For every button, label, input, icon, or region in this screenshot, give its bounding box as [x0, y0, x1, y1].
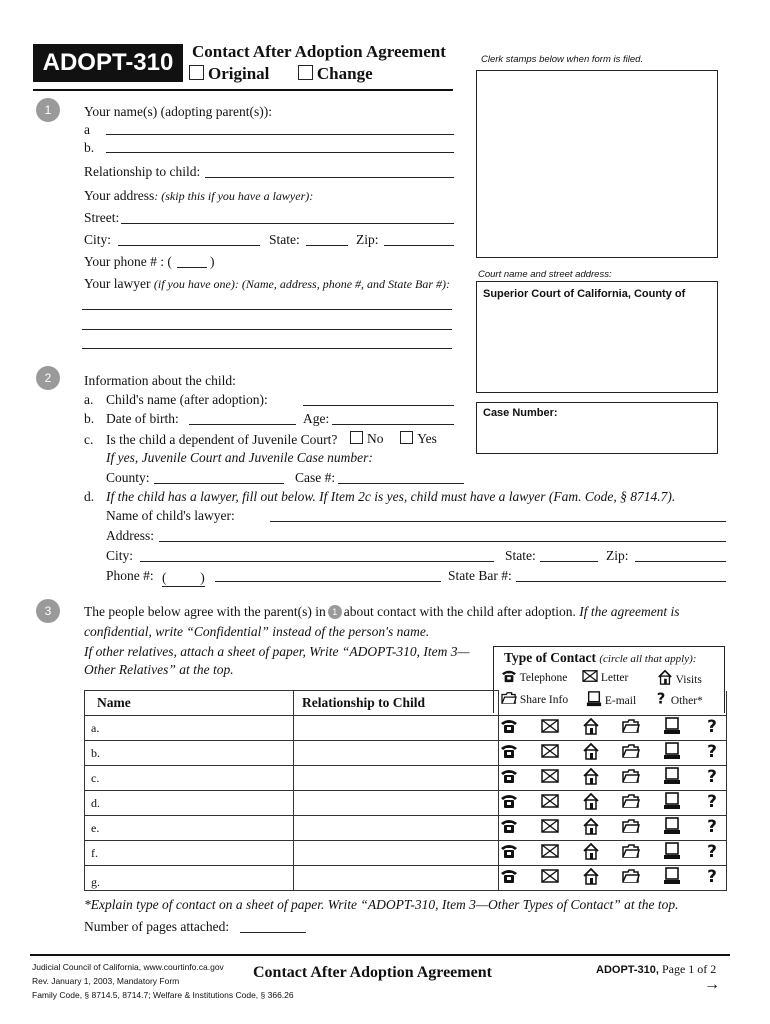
- child-name-field[interactable]: [303, 405, 454, 406]
- folder-icon[interactable]: [622, 818, 640, 834]
- letter-icon[interactable]: [541, 768, 559, 784]
- dependent-yes-checkbox[interactable]: [400, 431, 413, 444]
- dependent-no-checkbox[interactable]: [350, 431, 363, 444]
- child-lawyer-city-label: City:: [106, 548, 134, 563]
- dob-label: Date of birth:: [106, 411, 179, 426]
- address-label-text: Your address: [84, 188, 155, 203]
- juvenile-case-label: Case #:: [295, 470, 336, 485]
- lawyer-line-2[interactable]: [82, 329, 452, 330]
- footer-rule: [30, 954, 730, 956]
- form-title: Contact After Adoption Agreement: [192, 42, 446, 61]
- court-name: Superior Court of California, County of: [483, 288, 686, 300]
- computer-icon[interactable]: [663, 817, 681, 835]
- computer-icon[interactable]: [663, 842, 681, 860]
- house-icon[interactable]: [582, 742, 600, 760]
- row-b-name[interactable]: b.: [85, 741, 294, 766]
- row-e-relationship[interactable]: [294, 816, 499, 841]
- letter-icon[interactable]: [541, 718, 559, 734]
- folder-icon[interactable]: [622, 768, 640, 784]
- lawyer-line-1[interactable]: [82, 309, 452, 310]
- contact-type-note: (circle all that apply):: [599, 653, 697, 665]
- zip-label: Zip:: [356, 232, 379, 247]
- age-label: Age:: [303, 411, 330, 426]
- row-g-name[interactable]: g.: [85, 866, 294, 891]
- change-label: Change: [316, 64, 373, 83]
- child-lawyer-zip-label: Zip:: [606, 548, 629, 563]
- question-icon[interactable]: [704, 841, 720, 861]
- dependent-question: Is the child a dependent of Juvenile Court?: [106, 432, 338, 447]
- section-3-badge: 3: [36, 599, 60, 623]
- folder-icon[interactable]: [622, 793, 640, 809]
- contact-type-title: Type of Contact: [504, 650, 596, 665]
- juvenile-case-note: If yes, Juvenile Court and Juvenile Case number:: [106, 450, 373, 465]
- house-icon[interactable]: [582, 717, 600, 735]
- state-label: State:: [269, 232, 300, 247]
- question-icon[interactable]: [704, 816, 720, 836]
- footer-revision: Rev. January 1, 2003, Mandatory Form: [32, 976, 180, 986]
- row-e-name[interactable]: e.: [85, 816, 294, 841]
- telephone-icon[interactable]: [500, 718, 518, 734]
- letter-icon[interactable]: [541, 818, 559, 834]
- telephone-icon[interactable]: [500, 843, 518, 859]
- state-field[interactable]: [306, 245, 348, 246]
- child-lawyer-address-label: Address:: [106, 528, 154, 543]
- phone-field[interactable]: [219, 267, 454, 268]
- phone-area-field[interactable]: [177, 267, 207, 268]
- row-g-relationship[interactable]: [294, 866, 499, 891]
- section-1-badge: 1: [36, 98, 60, 122]
- item-2a-mark: a.: [84, 392, 94, 407]
- item-2c-mark: c.: [84, 432, 94, 447]
- confidential-note: confidential, write “Confidential” instead of the person's name.: [84, 624, 430, 639]
- court-address-label: Court name and street address:: [478, 269, 612, 280]
- child-name-label: Child's name (after adoption):: [106, 392, 268, 407]
- phone-paren-close: ): [210, 254, 215, 269]
- child-info-label: Information about the child:: [84, 373, 236, 388]
- original-checkbox[interactable]: [189, 65, 204, 80]
- row-f-relationship[interactable]: [294, 841, 499, 866]
- zip-field[interactable]: [384, 245, 454, 246]
- house-icon[interactable]: [582, 842, 600, 860]
- folder-icon[interactable]: [622, 843, 640, 859]
- question-icon[interactable]: [704, 741, 720, 761]
- phone-label: Your phone # : (: [84, 254, 172, 269]
- form-code-badge: ADOPT-310: [33, 44, 183, 82]
- letter-icon[interactable]: [541, 868, 559, 884]
- original-label: Original: [208, 64, 270, 83]
- address-note: : (skip this if you have a lawyer):: [154, 189, 314, 203]
- footer-page-info: [596, 962, 716, 977]
- house-icon: [657, 669, 673, 685]
- county-field[interactable]: [154, 483, 284, 484]
- lawyer-line-3[interactable]: [82, 348, 452, 349]
- footer-statutes: Family Code, § 8714.5, 8714.7; Welfare & Institutions Code, § 366.26: [32, 990, 294, 1000]
- telephone-icon: [501, 669, 517, 683]
- col-header-relationship: Relationship to Child: [294, 691, 499, 716]
- computer-icon[interactable]: [663, 867, 681, 885]
- legend-other-label: Other*: [670, 695, 703, 707]
- pages-attached-label: Number of pages attached:: [84, 919, 230, 934]
- question-icon[interactable]: [704, 791, 720, 811]
- letter-icon[interactable]: [541, 743, 559, 759]
- case-number-box[interactable]: [476, 402, 718, 454]
- letter-icon[interactable]: [541, 793, 559, 809]
- child-lawyer-phone-label: Phone #:: [106, 568, 154, 583]
- juvenile-case-field[interactable]: [338, 483, 464, 484]
- contact-icons-row-b: [500, 739, 720, 763]
- telephone-icon[interactable]: [500, 793, 518, 809]
- parent-b-mark: b.: [84, 140, 95, 155]
- row-a-name[interactable]: a.: [85, 716, 294, 741]
- street-label: Street:: [84, 210, 120, 225]
- house-icon[interactable]: [582, 817, 600, 835]
- contact-icons-row-d: [500, 789, 720, 813]
- form-type-options: [189, 64, 373, 84]
- city-label: City:: [84, 232, 112, 247]
- telephone-icon[interactable]: [500, 868, 518, 884]
- agreement-text-b: about contact with the child after adoption.: [343, 604, 576, 619]
- dependent-options: [350, 431, 437, 447]
- legend-letter: [582, 669, 628, 684]
- parent-a-field[interactable]: [106, 134, 454, 135]
- age-field[interactable]: [332, 424, 454, 425]
- legend-visits-label: Visits: [675, 674, 702, 686]
- house-icon[interactable]: [582, 792, 600, 810]
- row-d-relationship[interactable]: [294, 791, 499, 816]
- legend-visits: [657, 669, 702, 686]
- row-f-name[interactable]: f.: [85, 841, 294, 866]
- legend-telephone-label: Telephone: [519, 672, 568, 684]
- letter-icon: [582, 669, 598, 683]
- other-relatives-note: If other relatives, attach a sheet of paper, Write “ADOPT-310, Item 3—: [84, 644, 470, 659]
- legend-letter-label: Letter: [600, 672, 629, 684]
- child-lawyer-name-field[interactable]: [270, 521, 726, 522]
- house-icon[interactable]: [582, 767, 600, 785]
- adopting-parents-label: Your name(s) (adopting parent(s)):: [84, 104, 272, 119]
- question-icon[interactable]: [704, 866, 720, 886]
- header-rule: [33, 89, 453, 91]
- relationship-field[interactable]: [205, 177, 454, 178]
- contact-icons-row-a: [500, 714, 720, 738]
- lawyer-label: [84, 276, 450, 292]
- legend-telephone: [501, 669, 567, 684]
- footer-publisher: Judicial Council of California, www.courtinfo.ca.gov: [32, 962, 224, 972]
- row-d-name[interactable]: d.: [85, 791, 294, 816]
- child-lawyer-name-label: Name of child's lawyer:: [106, 508, 235, 523]
- contact-icons-row-e: [500, 814, 720, 838]
- case-number-label: Case Number:: [483, 407, 558, 419]
- county-label: County:: [106, 470, 150, 485]
- other-relatives-note-2: Other Relatives” at the top.: [84, 662, 234, 677]
- col-header-name: Name: [85, 691, 294, 716]
- computer-icon[interactable]: [663, 742, 681, 760]
- child-lawyer-phone-field[interactable]: [215, 581, 441, 582]
- folder-icon[interactable]: [622, 868, 640, 884]
- col-header-contact: [499, 691, 727, 716]
- telephone-icon[interactable]: [500, 768, 518, 784]
- dependent-yes-label: Yes: [417, 431, 437, 446]
- child-lawyer-city-field[interactable]: [140, 561, 494, 562]
- folder-icon[interactable]: [622, 718, 640, 734]
- item-1-reference: 1: [328, 605, 342, 619]
- computer-icon[interactable]: [663, 717, 681, 735]
- clerk-stamp-box: [476, 70, 718, 258]
- address-label: [84, 188, 313, 204]
- lawyer-note: (if you have one): (Name, address, phone #, and State Bar #):: [153, 277, 451, 291]
- letter-icon[interactable]: [541, 843, 559, 859]
- parent-b-field[interactable]: [106, 152, 454, 153]
- child-lawyer-instructions: If the child has a lawyer, fill out below. If Item 2c is yes, child must have a lawyer (Fam. Code, § 8714.7).: [106, 489, 676, 504]
- item-2b-mark: b.: [84, 411, 95, 426]
- row-c-name[interactable]: c.: [85, 766, 294, 791]
- parent-a-mark: a: [84, 122, 90, 137]
- question-icon[interactable]: [704, 716, 720, 736]
- agreement-text-a: The people below agree with the parent(s) in: [84, 604, 326, 619]
- contact-icons-row-g: [500, 864, 720, 888]
- relationship-label: Relationship to child:: [84, 164, 201, 179]
- contact-icons-row-f: [500, 839, 720, 863]
- child-lawyer-phone-area[interactable]: ( ): [162, 570, 205, 585]
- agreement-intro: [84, 604, 680, 620]
- child-lawyer-state-field[interactable]: [540, 561, 598, 562]
- table-header-row: [85, 691, 727, 716]
- street-field[interactable]: [121, 223, 454, 224]
- child-lawyer-bar-label: State Bar #:: [448, 568, 512, 583]
- telephone-icon[interactable]: [500, 818, 518, 834]
- item-2d-mark: d.: [84, 489, 95, 504]
- section-2-badge: 2: [36, 366, 60, 390]
- legend-email-label: E-mail: [604, 695, 637, 707]
- telephone-icon[interactable]: [500, 743, 518, 759]
- computer-icon[interactable]: [663, 767, 681, 785]
- lawyer-label-text: Your lawyer: [84, 276, 151, 291]
- footer-page-number: Page 1 of 2: [661, 962, 717, 976]
- clerk-stamp-label: Clerk stamps below when form is filed.: [481, 54, 644, 65]
- row-a-relationship[interactable]: [294, 716, 499, 741]
- computer-icon[interactable]: [663, 792, 681, 810]
- city-field[interactable]: [118, 245, 260, 246]
- contact-icons-row-c: [500, 764, 720, 788]
- other-contact-footnote: *Explain type of contact on a sheet of paper. Write “ADOPT-310, Item 3—Other Types of Contact” at the top.: [84, 897, 679, 912]
- child-lawyer-address-field[interactable]: [159, 541, 726, 542]
- row-b-relationship[interactable]: [294, 741, 499, 766]
- next-page-arrow[interactable]: →: [704, 976, 720, 993]
- child-lawyer-zip-field[interactable]: [635, 561, 726, 562]
- change-checkbox[interactable]: [298, 65, 313, 80]
- child-lawyer-bar-field[interactable]: [516, 581, 726, 582]
- folder-icon[interactable]: [622, 743, 640, 759]
- court-address-box[interactable]: [476, 281, 718, 393]
- footer-form-code: ADOPT-310,: [596, 964, 659, 976]
- agreement-text-c: If the agreement is: [579, 604, 680, 619]
- pages-attached-field[interactable]: [240, 932, 306, 933]
- child-lawyer-state-label: State:: [505, 548, 536, 563]
- legend-share-info-label: Share Info: [519, 694, 569, 706]
- dob-field[interactable]: [189, 424, 296, 425]
- row-c-relationship[interactable]: [294, 766, 499, 791]
- footer-title: Contact After Adoption Agreement: [253, 964, 492, 981]
- house-icon[interactable]: [582, 867, 600, 885]
- dependent-no-label: No: [367, 431, 384, 446]
- question-icon[interactable]: [704, 766, 720, 786]
